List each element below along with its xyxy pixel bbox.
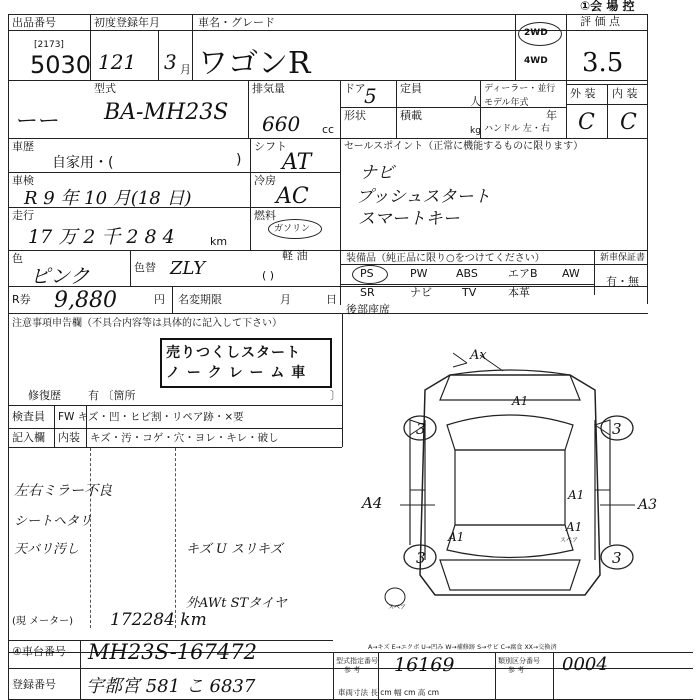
mileage-note: 172284 km [110,610,207,630]
recycle-amount: 9,880 [54,288,117,313]
recycle-label: R券 [12,293,31,306]
load-label: 積載 [400,109,422,122]
sales-point-3: スマートキー [358,209,460,229]
door-label: ドア [344,82,366,95]
note-line-2: シートヘタリ [14,514,93,529]
warranty-value: 有・無 [606,275,639,288]
first-reg-label: 初度登録年月 [94,16,160,29]
mark-a3: A3 [638,497,658,513]
form-copy-label: ①会 場 控 [580,0,635,13]
mark-a1-lower-right: A1 [566,520,583,534]
drive-4wd: 4WD [524,56,548,66]
score-label: 評 価 点 [580,15,620,28]
shape-label: 形状 [344,109,366,122]
equip-sr: SR [360,286,375,299]
yen-unit: 円 [154,293,165,306]
inspection-label: 車検 [12,174,34,187]
model-label: 車名・グレード [198,16,275,29]
first-reg-year: 121 [98,50,137,74]
repair-value: 有 〔箇所 [88,389,136,402]
stamp-line-1: 売りつくしスタート [166,345,301,361]
note-line-3: 天バリ汚し [14,542,80,557]
year-unit: 年 [546,109,557,122]
equip-navi: ナビ [410,286,432,299]
interior-label: 内 装 [612,87,638,100]
sales-title: セールスポイント（正常に機能するものに限ります） [344,141,584,152]
note-line-4: キズ U スリキズ [186,542,283,557]
mark-spare: スペア [560,537,579,544]
color-code: ZLY [170,258,206,279]
inspector-label-1: 検査員 [12,410,45,423]
inspector-row-2-head: 内装 [58,431,80,444]
capacity-label: 定員 [400,82,422,95]
frame-top [8,14,648,15]
displacement-value: 660 [262,112,301,136]
warranty-label: 新車保証書 [600,253,646,263]
equip-title: 装備品（純正品に限り○をつけてください） [346,253,545,264]
mark-a1-left: A1 [448,530,465,544]
color-change-label: 色替 [134,261,156,274]
repair-label: 修復歴 [28,389,61,402]
first-reg-month: 3 [164,50,177,74]
fuel-gas: ガソリン [274,224,311,234]
mark-ax-top: Ax [470,348,487,363]
type-label: 型式 [94,82,116,95]
equip-ps: PS [360,267,374,280]
back-seat-label: 後部座席 [346,303,390,316]
inspector-label-2: 記入欄 [12,431,45,444]
history-label: 車歴 [12,140,34,153]
chassis-number: MH23S-167472 [88,640,257,664]
dealer-label: ディーラー・並行 [484,84,556,94]
name-change-label: 名変期限 [178,293,222,306]
fuel-label: 燃料 [254,209,276,222]
category-label: 類別区分番号 [498,657,540,665]
exterior-grade: C [578,110,595,135]
chassis-prefix: ④ [12,645,22,658]
score-value: 3.5 [582,48,624,78]
tire-front-left: 3 [416,420,426,438]
equip-pw: PW [410,267,428,280]
history-close: ) [236,152,242,168]
frame-left [8,14,9,700]
lot-number: 5030 [30,51,92,79]
category-sub: 参 考 [508,666,525,674]
mark-spare-bottom: スペア [388,604,407,611]
mileage-value: 17 万 2 千 2 8 4 [28,226,175,248]
ac-value: AC [276,184,309,209]
shift-label: シフト [254,140,287,153]
equip-airbag: エアB [508,267,538,280]
mark-a1-hood: A1 [512,394,529,408]
notes-title: 注意事項申告欄（不具合内容等は具体的に記入して下さい） [12,318,282,329]
month-unit: 月 [180,63,191,76]
tire-rear-right: 3 [612,549,622,567]
fuel-light: 軽 油 [282,249,308,262]
mileage-label: 走行 [12,209,34,222]
day-char: 日 [326,293,337,306]
color-value: ピンク [30,264,90,288]
stamp-line-2: ノ ー ク レ ー ム 車 [166,365,307,381]
equip-aw: AW [562,267,580,280]
frame-right [647,14,648,304]
displacement-label: 排気量 [252,82,285,95]
handle-label: ハンドル 左・右 [484,124,550,134]
chassis-label: ④車台番号 [12,645,66,658]
car-damage-diagram [355,345,690,645]
damage-legend: A→キズ E→エクボ U→凹み W→補修跡 S→サビ C→腐食 XX→交換済 [368,644,557,651]
equip-abs: ABS [456,267,478,280]
exterior-label: 外 装 [570,87,596,100]
designation-number: 16169 [394,654,455,676]
km-unit: km [210,235,228,248]
inspector-row-1: FW キズ・凹・ヒビ割・リペア跡・×要 [58,411,244,423]
color-label: 色 [12,252,23,265]
repair-close: 〕 [330,389,341,402]
drive-2wd: 2WD [524,28,548,38]
sales-point-2: プッシュスタート [356,187,491,207]
inspection-value: R 9 年 10 月(18 日) [24,188,192,209]
note-line-1: 左右ミラー不良 [14,483,112,499]
registration-label: 登録番号 [12,678,56,691]
lot-no-label: 出品番号 [12,16,56,29]
designation-sub: 参 考 [344,666,361,674]
tire-front-right: 3 [612,420,622,438]
month-char: 月 [280,293,291,306]
shift-value: AT [282,150,312,175]
designation-label: 型式指定番号 [336,657,378,665]
mark-a4: A4 [362,494,383,512]
ref-code: [2173] [34,40,64,50]
registration-number: 宇都宮 581 こ 6837 [86,676,256,697]
cc-unit: cc [322,123,335,136]
mark-a1-right: A1 [568,488,585,502]
car-name: ワゴンR [198,46,311,81]
door-count: 5 [364,84,377,108]
sales-point-1: ナビ [360,163,394,183]
capacity-unit: 人 [470,95,481,108]
history-value: 自家用・( [52,155,114,171]
ac-label: 冷房 [254,174,276,187]
model-year-label: モデル年式 [484,98,529,108]
vehicle-dims-label: 車両寸法 長 cm 幅 cm 高 cm [338,688,440,697]
model-code: BA-MH23S [104,100,229,125]
tire-rear-left: 3 [416,549,426,567]
mileage-note-prefix: (現 メーター) [12,616,73,627]
fuel-paren: ( ) [262,269,275,282]
interior-grade: C [620,110,637,135]
scribble-mark: ーー [14,109,59,134]
category-number: 0004 [562,654,608,675]
kg-unit: kg [470,126,481,136]
note-line-5: 外AWt STタイヤ [186,596,287,611]
equip-leather: 本革 [508,286,530,299]
equip-tv: TV [462,286,477,299]
inspector-row-2: キズ・汚・コゲ・穴・ヨレ・キレ・破し [90,432,279,444]
